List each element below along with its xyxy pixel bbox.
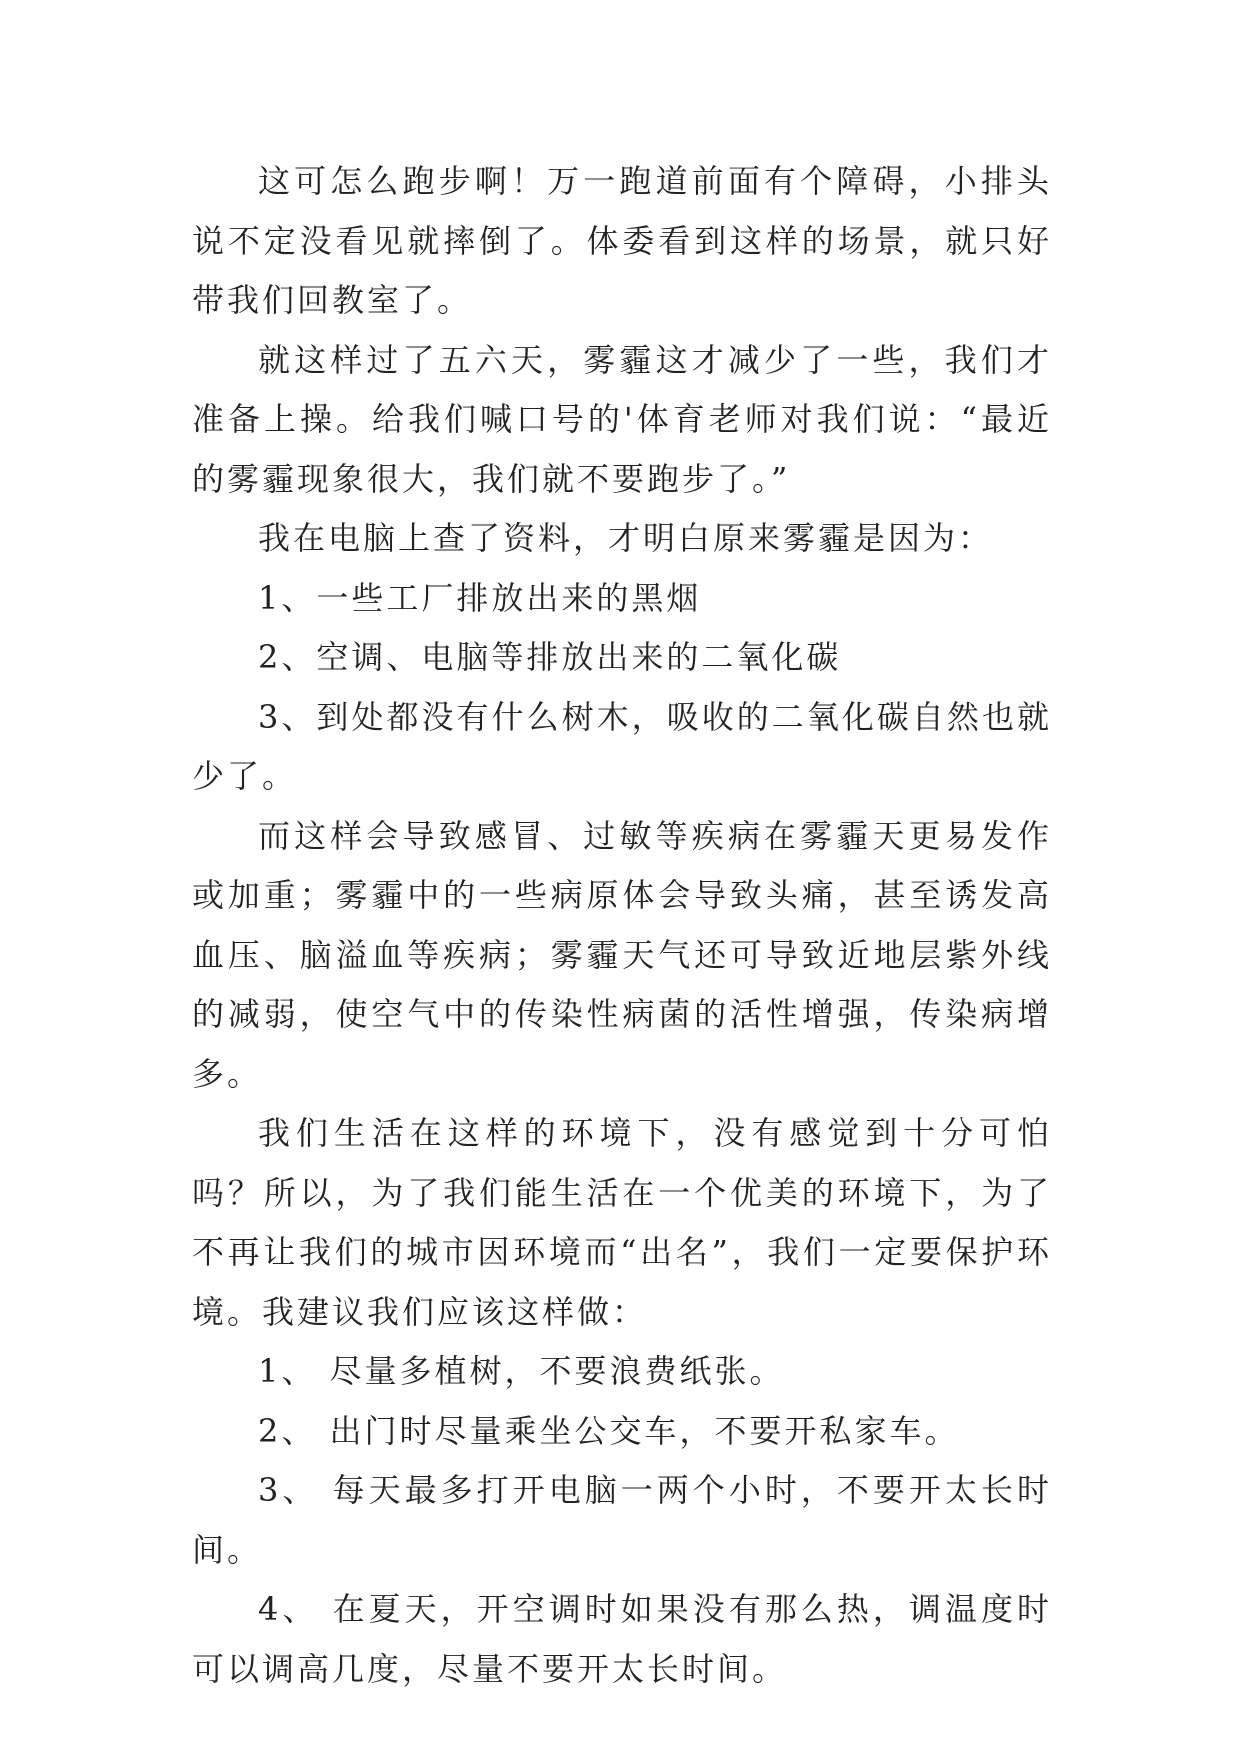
- suggestion-item-2: 2、 出门时尽量乘坐公交车，不要开私家车。: [258, 1411, 960, 1450]
- suggestion-item-3: 3、 每天最多打开电脑一两个小时，不要开太长时间。: [192, 1471, 1052, 1569]
- paragraph-call-to-action: 我们生活在这样的环境下，没有感觉到十分可怕吗？所以，为了我们能生活在一个优美的环境下，为了不再让我们的城市因环境而“出名”，我们一定要保护环境。我建议我们应该这样做：: [192, 1114, 1052, 1331]
- paragraph-teacher-remark: 就这样过了五六天，雾霾这才减少了一些，我们才准备上操。给我们喊口号的'体育老师对我们说：“最近的雾霾现象很大，我们就不要跑步了。”: [192, 340, 1052, 498]
- document-body: [192, 152, 1052, 1699]
- suggestion-item-1: 1、 尽量多植树，不要浪费纸张。: [258, 1352, 785, 1390]
- paragraph-running-conditions: 这可怎么跑步啊！万一跑道前面有个障碍，小排头说不定没看见就摔倒了。体委看到这样的场景，就只好带我们回教室了。: [192, 162, 1052, 319]
- cause-item-2: 2、空调、电脑等排放出来的二氧化碳: [258, 638, 842, 676]
- paragraph-research-intro: 我在电脑上查了资料，才明白原来雾霾是因为：: [258, 519, 994, 557]
- paragraph-health-effects: 而这样会导致感冒、过敏等疾病在雾霾天更易发作或加重；雾霾中的一些病原体会导致头痛，甚至诱发高血压、脑溢血等疾病；雾霾天气还可导致近地层紫外线的减弱，使空气中的传染性病菌的活性增强，传染病增多。: [192, 816, 1052, 1093]
- cause-item-3: 3、到处都没有什么树木，吸收的二氧化碳自然也就少了。: [192, 697, 1052, 795]
- cause-item-1: 1、一些工厂排放出来的黑烟: [258, 578, 702, 617]
- suggestion-item-4: 4、 在夏天，开空调时如果没有那么热，调温度时可以调高几度，尽量不要开太长时间。: [192, 1590, 1052, 1688]
